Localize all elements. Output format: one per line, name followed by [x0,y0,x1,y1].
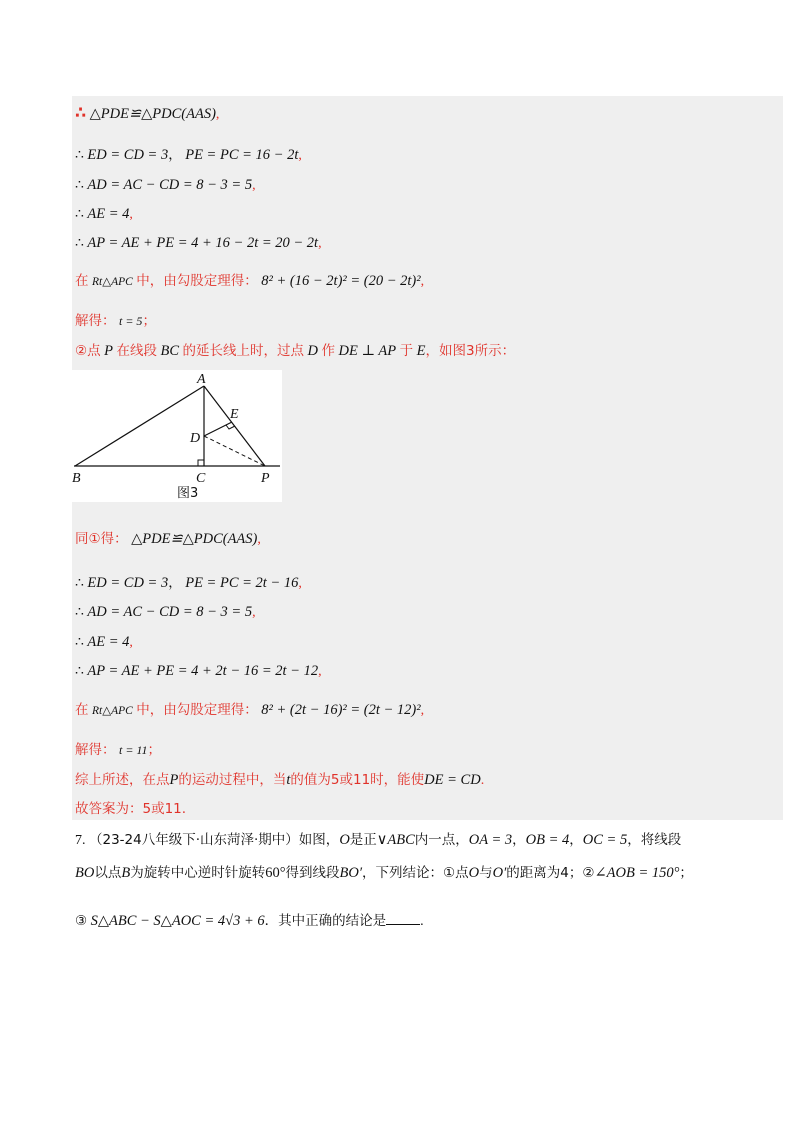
label-e: E [230,407,239,422]
answer-blank[interactable] [386,912,420,925]
solution-line-14: 在 Rt△APC 中，由勾股定理得： 8² + (2t − 16)² = (2t − 12)², [75,702,425,718]
solution-line-7: 解得： t = 5； [75,313,156,329]
segment-dp-dashed [204,436,265,466]
solution-line-13: ∴ AP = AE + PE = 4 + 2t − 16 = 2t − 12, [75,663,322,679]
solution-line-16: 综上所述，在点P的运动过程中，当t的值为5或11时，能使DE = CD. [75,772,485,788]
solution-line-5: ∴ AP = AE + PE = 4 + 16 − 2t = 20 − 2t, [75,235,322,251]
segment-ab [75,386,204,466]
solution-line-11: ∴ AD = AC − CD = 8 − 3 = 5, [75,604,256,620]
solution-line-10: ∴ ED = CD = 3， PE = PC = 2t − 16, [75,575,302,591]
solution-line-2: ∴ ED = CD = 3， PE = PC = 16 − 2t, [75,147,302,163]
question-7-line-1: 7. （23-24八年级下·山东菏泽·期中）如图，O是正∨ABC内一点，OA = 3，OB = 4，OC = 5，将线段 [75,832,682,848]
segment-de [204,422,232,436]
label-d: D [190,431,201,446]
figure-caption: 图3 [177,486,199,501]
label-a: A [197,372,206,387]
solution-line-1: ∴ △PDE≌△PDC(AAS), [75,103,220,122]
solution-line-6: 在 Rt△APC 中，由勾股定理得： 8² + (16 − 2t)² = (20 − 2t)², [75,273,425,289]
label-b: B [72,471,81,486]
solution-line-17: 故答案为：5或11. [75,801,187,817]
figure-3-diagram [72,370,282,502]
solution-line-15: 解得： t = 11； [75,742,162,758]
question-7-line-2: BO以点B为旋转中心逆时针旋转60°得到线段BO′，下列结论：①点O与O′的距离为4；②∠AOB = 150°； [75,865,693,881]
label-p: P [261,471,270,486]
solution-line-4: ∴ AE = 4, [75,206,133,222]
label-c: C [196,471,206,486]
solution-line-8: ②点 P 在线段 BC 的延长线上时，过点 D 作 DE ⊥ AP 于 E，如图3所示： [75,343,516,359]
solution-line-9: 同①得： △PDE≌△PDC(AAS), [75,531,261,547]
figure-3 [72,370,282,502]
right-angle-c [198,460,204,466]
solution-line-12: ∴ AE = 4, [75,634,133,650]
solution-line-3: ∴ AD = AC − CD = 8 − 3 = 5, [75,177,256,193]
question-7-line-3: ③ S△ABC − S△AOC = 4√3 + 6．其中正确的结论是 . [75,913,424,929]
